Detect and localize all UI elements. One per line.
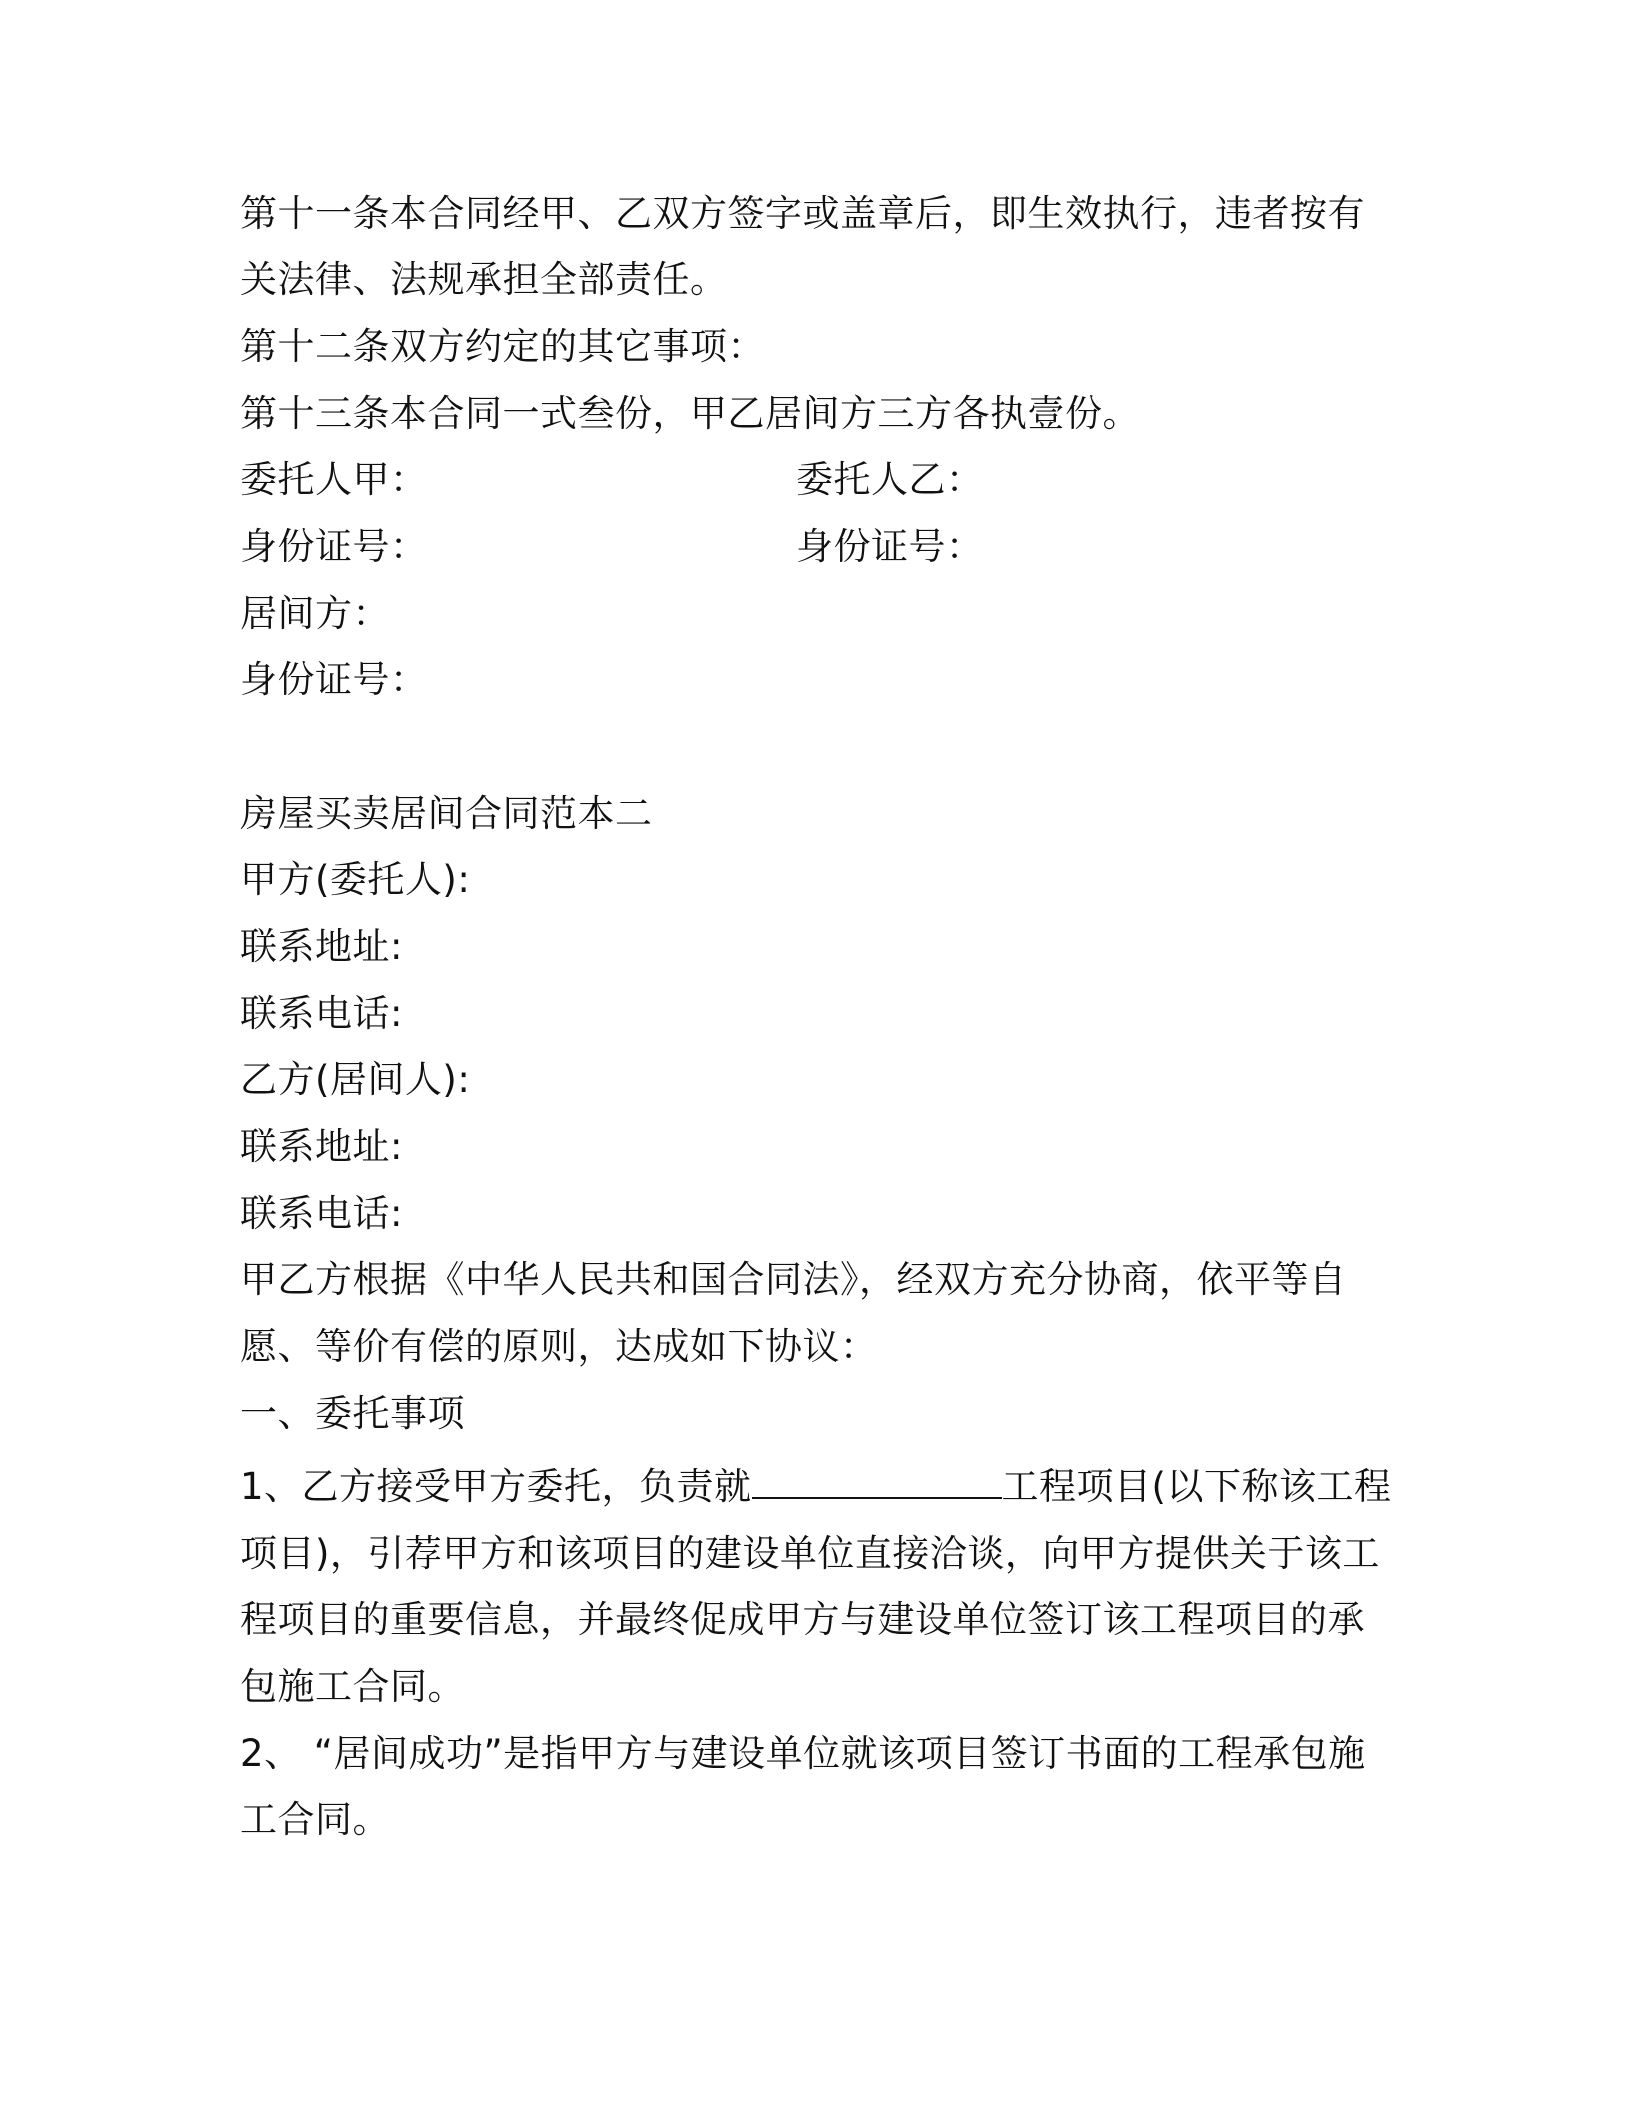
party-a-address: 联系地址: — [240, 925, 403, 968]
article-11-line-1: 第十一条本合同经甲、乙双方签字或盖章后，即生效执行，违者按有 — [240, 192, 1365, 235]
project-name-blank — [752, 1467, 1002, 1499]
id-number-b: 身份证号： — [796, 525, 984, 568]
item-1-line-4: 包施工合同。 — [240, 1665, 465, 1708]
article-13: 第十三条本合同一式叁份，甲乙居间方三方各执壹份。 — [240, 392, 1140, 435]
item-1-text-b: 工程项目(以下称该工程 — [1001, 1465, 1392, 1508]
preamble-line-1: 甲乙方根据《中华人民共和国合同法》，经双方充分协商，依平等自 — [240, 1258, 1347, 1301]
heading-entrusted-matters: 一、委托事项 — [240, 1392, 465, 1435]
party-b-address: 联系地址: — [240, 1125, 403, 1168]
article-12: 第十二条双方约定的其它事项： — [240, 325, 765, 368]
signature-party-b: 委托人乙： — [796, 458, 984, 501]
id-number-a: 身份证号： — [240, 525, 428, 568]
party-b-phone: 联系电话: — [240, 1192, 403, 1235]
intermediary-label: 居间方： — [240, 592, 390, 635]
party-b-label: 乙方(居间人): — [240, 1058, 471, 1101]
party-a-phone: 联系电话: — [240, 992, 403, 1035]
template-2-title: 房屋买卖居间合同范本二 — [240, 792, 653, 835]
item-1-line-3: 程项目的重要信息，并最终促成甲方与建设单位签订该工程项目的承 — [240, 1598, 1365, 1641]
signature-party-a: 委托人甲： — [240, 458, 428, 501]
item-1-text-a: 1、乙方接受甲方委托，负责就 — [240, 1465, 752, 1508]
id-number-intermediary: 身份证号： — [240, 658, 428, 701]
article-11-line-2: 关法律、法规承担全部责任。 — [240, 258, 728, 301]
item-1-line-2: 项目)，引荐甲方和该项目的建设单位直接洽谈，向甲方提供关于该工 — [240, 1532, 1380, 1575]
preamble-line-2: 愿、等价有偿的原则，达成如下协议： — [240, 1325, 878, 1368]
party-a-label: 甲方(委托人): — [240, 858, 471, 901]
item-2-line-1: 2、 “居间成功”是指甲方与建设单位就该项目签订书面的工程承包施 — [240, 1732, 1366, 1775]
item-1-line-1 — [240, 1463, 1391, 1511]
item-2-line-2: 工合同。 — [240, 1798, 390, 1841]
